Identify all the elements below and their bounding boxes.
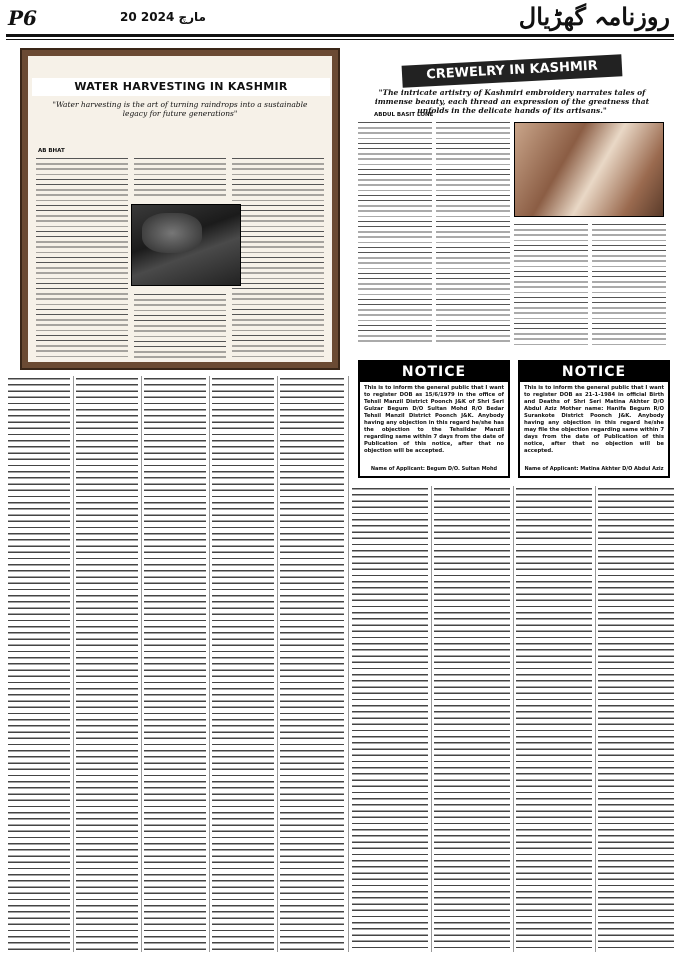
urdu-text-column	[144, 376, 206, 952]
urdu-text-column	[516, 486, 592, 952]
water-article-column	[134, 156, 226, 200]
crewelry-article-column	[358, 120, 432, 345]
header-rule-thin	[6, 39, 674, 40]
column-divider	[141, 376, 142, 952]
masthead: روزنامہ گھڑیال	[518, 2, 670, 31]
notice-signature: Name of Applicant: Matina Akhter D/O Abdul Aziz	[524, 466, 664, 472]
notice-heading: NOTICE	[360, 362, 508, 382]
notice-body: This is to inform the general public that I want to register DOB as 21-1-1984 in official Birth and Deaths of Shri Seri Matina Akhter D/O Abdul Aziz Mother name: Hanifa Begum R/O Surankote District Poonch J&K. Anybody having any objection in this regard he/she may file the objection regarding same within 7 days from the date of Publication of this notice, after that no objection will be accepted.	[524, 385, 664, 454]
issue-date: 20 مارچ 2024	[120, 10, 206, 24]
urdu-text-column	[212, 376, 274, 952]
urdu-text-column	[8, 376, 70, 952]
crewelry-article-quote: "The intricate artistry of Kashmiri embroidery narrates tales of immense beauty, each thread an expression of the greatness that unfolds in the delicate hands of its artisans."	[374, 88, 650, 115]
water-article-title: WATER HARVESTING IN KASHMIR	[32, 78, 330, 96]
notice-heading: NOTICE	[520, 362, 668, 382]
embroidery-photo	[514, 122, 664, 217]
crewelry-article-column	[592, 222, 666, 345]
crewelry-article-column	[436, 120, 510, 345]
urdu-text-column	[352, 486, 428, 952]
water-article-quote: "Water harvesting is the art of turning raindrops into a sustainable legacy for future generations"	[52, 100, 308, 118]
urdu-text-column	[280, 376, 344, 952]
column-divider	[431, 486, 432, 952]
water-article-column	[36, 156, 128, 361]
header-rule	[6, 34, 674, 37]
urdu-text-column	[598, 486, 674, 952]
column-divider	[595, 486, 596, 952]
water-article-column	[134, 292, 226, 362]
column-divider	[513, 486, 514, 952]
column-divider	[348, 376, 349, 952]
water-harvesting-article	[22, 50, 338, 368]
crewelry-article-author: ABDUL BASIT LONE	[374, 112, 434, 118]
crewelry-article-column	[514, 222, 588, 345]
urdu-text-column	[434, 486, 510, 952]
notice-body: This is to inform the general public that I want to register DOB as 15/6/1979 in the office of Tehsil Manzil District Poonch J&K of Shri Seri Gulzar Begum D/O Sultan Mohd R/O Bedar Tehsil Manzil District Poonch J&K. Anybody having any objection in this regard he/she has the objection to the Tehsildar Manzil regarding same within 7 days from the date of Publication of this notice, after that no objection will be accepted.	[364, 385, 504, 454]
column-divider	[277, 376, 278, 952]
crewelry-article	[352, 58, 672, 348]
crewelry-article-title: CREWELRY IN KASHMIR	[402, 54, 623, 87]
column-divider	[73, 376, 74, 952]
water-article-column	[232, 156, 324, 361]
public-notice	[518, 360, 670, 478]
column-divider	[209, 376, 210, 952]
urdu-text-column	[76, 376, 138, 952]
water-article-author: AB BHAT	[38, 148, 65, 154]
page-number: P6	[8, 6, 37, 30]
notice-signature: Name of Applicant: Begum D/O. Sultan Mohd	[370, 466, 498, 472]
public-notice	[358, 360, 510, 478]
water-reservoir-photo	[131, 204, 241, 286]
